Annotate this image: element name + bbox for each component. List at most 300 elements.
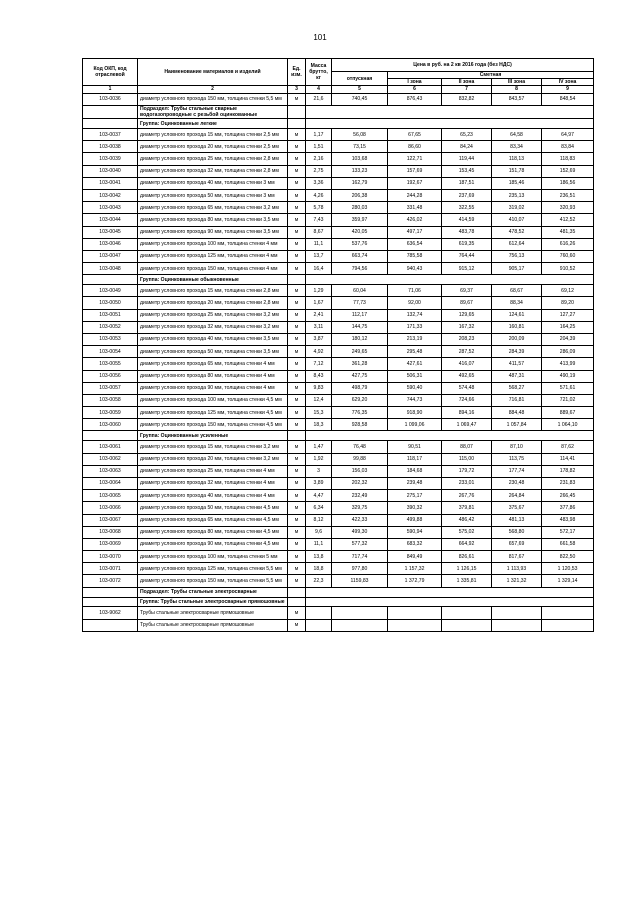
item-unit: м (288, 309, 306, 321)
price-zone2: 84,24 (442, 141, 492, 153)
item-unit: м (288, 93, 306, 105)
price-zone1: 331,48 (388, 202, 442, 214)
item-unit: м (288, 619, 306, 631)
item-mass: 3,87 (306, 333, 332, 345)
item-unit: м (288, 575, 306, 587)
price-zone4: 571,61 (542, 382, 594, 394)
price-zone1: 86,60 (388, 141, 442, 153)
price-zone2: 233,01 (442, 477, 492, 489)
item-mass: 6,34 (306, 502, 332, 514)
table-row (83, 575, 594, 587)
table-row (83, 477, 594, 489)
price-release: 776,35 (332, 407, 388, 419)
price-zone2 (442, 619, 492, 631)
price-zone3: 151,78 (492, 165, 542, 177)
price-zone1: 122,71 (388, 153, 442, 165)
item-mass: 4,47 (306, 490, 332, 502)
item-mass: 3,89 (306, 477, 332, 489)
price-zone1: 785,58 (388, 250, 442, 262)
price-zone3: 160,81 (492, 321, 542, 333)
price-zone2: 115,00 (442, 453, 492, 465)
price-zone1: 849,49 (388, 551, 442, 563)
subsection-row (83, 597, 594, 607)
price-release: 717,74 (332, 551, 388, 563)
item-mass: 13,8 (306, 551, 332, 563)
price-zone3: 319,02 (492, 202, 542, 214)
price-release: 629,20 (332, 394, 388, 406)
item-unit: м (288, 190, 306, 202)
price-zone4: 118,83 (542, 153, 594, 165)
price-zone3: 411,57 (492, 358, 542, 370)
item-unit: м (288, 538, 306, 550)
item-mass: 1,29 (306, 285, 332, 297)
table-row (83, 551, 594, 563)
price-zone1: 118,17 (388, 453, 442, 465)
price-zone3: 375,67 (492, 502, 542, 514)
price-zone1: 67,65 (388, 129, 442, 141)
item-name: диаметр условного прохода 80 мм, толщина стенки 4 мм (138, 370, 288, 382)
item-mass: 4,26 (306, 190, 332, 202)
table-body (83, 93, 594, 631)
table-row (83, 141, 594, 153)
price-zone4: 822,50 (542, 551, 594, 563)
price-zone3: 64,58 (492, 129, 542, 141)
header-zone2: II зона (442, 79, 492, 86)
price-zone1: 71,06 (388, 285, 442, 297)
price-zone1: 918,90 (388, 407, 442, 419)
price-zone2: 574,48 (442, 382, 492, 394)
price-zone1: 244,28 (388, 190, 442, 202)
item-unit: м (288, 382, 306, 394)
item-code: 103-0072 (83, 575, 138, 587)
item-unit: м (288, 358, 306, 370)
item-mass: 8,67 (306, 226, 332, 238)
table-row (83, 514, 594, 526)
price-zone2: 88,07 (442, 441, 492, 453)
item-mass: 8,43 (306, 370, 332, 382)
item-mass: 2,75 (306, 165, 332, 177)
price-zone2: 826,61 (442, 551, 492, 563)
price-zone3: 230,48 (492, 477, 542, 489)
item-code: 103-0051 (83, 309, 138, 321)
group-row (83, 119, 594, 129)
item-mass: 16,4 (306, 263, 332, 275)
table-row (83, 526, 594, 538)
table-row (83, 407, 594, 419)
item-unit: м (288, 250, 306, 262)
item-mass: 1,51 (306, 141, 332, 153)
item-name: диаметр условного прохода 15 мм, толщина стенки 2,8 мм (138, 285, 288, 297)
item-name: диаметр условного прохода 150 мм, толщина стенки 4 мм (138, 263, 288, 275)
col-number: 5 (332, 86, 388, 93)
price-release: 359,97 (332, 214, 388, 226)
item-unit: м (288, 502, 306, 514)
item-name: диаметр условного прохода 32 мм, толщина стенки 3,2 мм (138, 321, 288, 333)
price-release: 740,45 (332, 93, 388, 105)
price-zone1: 590,40 (388, 382, 442, 394)
price-zone2: 379,81 (442, 502, 492, 514)
price-zone3: 200,09 (492, 333, 542, 345)
col-number: 7 (442, 86, 492, 93)
header-mass: Масса брутто, кг (306, 59, 332, 86)
item-code: 103-0038 (83, 141, 138, 153)
table-row (83, 177, 594, 189)
table-row (83, 394, 594, 406)
price-zone2: 575,02 (442, 526, 492, 538)
price-zone1: 1 099,06 (388, 419, 442, 431)
price-zone3: 235,13 (492, 190, 542, 202)
price-zone2: 492,65 (442, 370, 492, 382)
item-mass: 1,67 (306, 297, 332, 309)
item-name: диаметр условного прохода 90 мм, толщина стенки 4 мм (138, 382, 288, 394)
item-code: 103-0040 (83, 165, 138, 177)
table-row (83, 502, 594, 514)
price-zone3: 843,57 (492, 93, 542, 105)
price-zone4: 89,20 (542, 297, 594, 309)
price-zone1: 390,32 (388, 502, 442, 514)
price-zone1: 590,94 (388, 526, 442, 538)
item-unit: м (288, 346, 306, 358)
item-unit: м (288, 477, 306, 489)
item-unit: м (288, 465, 306, 477)
item-code: 103-0062 (83, 453, 138, 465)
price-zone3: 612,64 (492, 238, 542, 250)
table-row (83, 129, 594, 141)
price-zone4: 661,58 (542, 538, 594, 550)
price-zone1: 744,73 (388, 394, 442, 406)
item-name: диаметр условного прохода 80 мм, толщина стенки 4,5 мм (138, 526, 288, 538)
item-name: диаметр условного прохода 80 мм, толщина стенки 3,5 мм (138, 214, 288, 226)
price-zone1: 497,17 (388, 226, 442, 238)
item-mass: 1,47 (306, 441, 332, 453)
item-name: диаметр условного прохода 25 мм, толщина стенки 3,2 мм (138, 309, 288, 321)
price-zone3: 568,80 (492, 526, 542, 538)
price-zone2: 764,44 (442, 250, 492, 262)
price-release: 794,56 (332, 263, 388, 275)
price-zone4: 412,52 (542, 214, 594, 226)
item-name: диаметр условного прохода 40 мм, толщина стенки 3 мм (138, 177, 288, 189)
price-release: 249,65 (332, 346, 388, 358)
price-zone2: 237,69 (442, 190, 492, 202)
item-mass: 3,36 (306, 177, 332, 189)
item-code: 103-9062 (83, 607, 138, 619)
price-zone3: 657,69 (492, 538, 542, 550)
price-release: 577,32 (332, 538, 388, 550)
price-zone2: 724,66 (442, 394, 492, 406)
price-release: 329,75 (332, 502, 388, 514)
item-name: диаметр условного прохода 150 мм, толщина стенки 5,5 мм (138, 575, 288, 587)
price-zone3: 113,75 (492, 453, 542, 465)
item-unit: м (288, 453, 306, 465)
subsection-title: Группа: Трубы стальные электросварные прямошовные (138, 597, 288, 607)
item-name: диаметр условного прохода 125 мм, толщина стенки 4 мм (138, 250, 288, 262)
price-zone4: 320,93 (542, 202, 594, 214)
item-unit: м (288, 141, 306, 153)
price-zone4: 889,67 (542, 407, 594, 419)
table-row (83, 263, 594, 275)
table-row (83, 370, 594, 382)
item-name: диаметр условного прохода 90 мм, толщина стенки 4,5 мм (138, 538, 288, 550)
item-name: диаметр условного прохода 25 мм, толщина стенки 2,8 мм (138, 153, 288, 165)
price-release: 977,80 (332, 563, 388, 575)
empty-cell (83, 431, 138, 441)
price-zone2: 416,07 (442, 358, 492, 370)
item-mass: 7,12 (306, 358, 332, 370)
item-code: 103-0065 (83, 490, 138, 502)
price-zone2: 89,67 (442, 297, 492, 309)
price-zone2: 179,72 (442, 465, 492, 477)
table-row (83, 441, 594, 453)
item-code: 103-0066 (83, 502, 138, 514)
col-number: 1 (83, 86, 138, 93)
item-name: Трубы стальные электросварные прямошовные (138, 607, 288, 619)
item-mass: 3,11 (306, 321, 332, 333)
item-code: 103-0055 (83, 358, 138, 370)
table-row (83, 250, 594, 262)
page-number: 101 (313, 33, 327, 42)
item-code: 103-0047 (83, 250, 138, 262)
price-zone3: 118,13 (492, 153, 542, 165)
table-row (83, 453, 594, 465)
header-code: Код ОКП, код отраслевой (83, 59, 138, 86)
price-zone3: 1 113,93 (492, 563, 542, 575)
group-title: Группа: Оцинкованные легкие (138, 119, 288, 129)
price-zone1: 171,33 (388, 321, 442, 333)
price-zone3 (492, 619, 542, 631)
subsection-title: Подраздел: Трубы стальные сварные водогазопроводные с резьбой оцинкованные (138, 105, 288, 118)
item-name: диаметр условного прохода 32 мм, толщина стенки 4 мм (138, 477, 288, 489)
price-zone4: 1 329,14 (542, 575, 594, 587)
item-code: 103-0059 (83, 407, 138, 419)
price-zone1: 636,54 (388, 238, 442, 250)
price-zone2: 664,92 (442, 538, 492, 550)
price-zone4: 236,51 (542, 190, 594, 202)
item-code: 103-0042 (83, 190, 138, 202)
price-release: 162,79 (332, 177, 388, 189)
item-mass: 18,3 (306, 419, 332, 431)
empty-cell (288, 587, 306, 597)
price-zone3: 905,17 (492, 263, 542, 275)
item-unit: м (288, 297, 306, 309)
item-name: диаметр условного прохода 40 мм, толщина стенки 4 мм (138, 490, 288, 502)
price-zone4: 286,09 (542, 346, 594, 358)
header-price-title: Цена в руб. на 2 кв 2016 года (без НДС) (332, 59, 594, 72)
item-mass: 9,6 (306, 526, 332, 538)
item-unit: м (288, 394, 306, 406)
item-name: диаметр условного прохода 65 мм, толщина стенки 4,5 мм (138, 514, 288, 526)
price-zone1: 683,32 (388, 538, 442, 550)
price-zone1: 239,48 (388, 477, 442, 489)
price-release (332, 619, 388, 631)
price-zone4: 204,39 (542, 333, 594, 345)
item-mass: 15,3 (306, 407, 332, 419)
item-mass: 1,92 (306, 453, 332, 465)
price-zone2: 483,78 (442, 226, 492, 238)
table-row (83, 238, 594, 250)
empty-cell (83, 587, 138, 597)
price-zone3: 884,48 (492, 407, 542, 419)
group-title: Группа: Оцинкованные усиленные (138, 431, 288, 441)
price-zone3: 83,34 (492, 141, 542, 153)
item-name: диаметр условного прохода 125 мм, толщина стенки 5,5 мм (138, 563, 288, 575)
item-unit: м (288, 514, 306, 526)
price-zone2: 894,16 (442, 407, 492, 419)
price-release: 427,75 (332, 370, 388, 382)
price-zone4: 572,17 (542, 526, 594, 538)
price-release: 180,12 (332, 333, 388, 345)
price-zone3: 478,52 (492, 226, 542, 238)
empty-cell (306, 597, 594, 607)
price-zone3: 124,61 (492, 309, 542, 321)
table-row (83, 490, 594, 502)
empty-cell (306, 275, 594, 285)
item-code: 103-0067 (83, 514, 138, 526)
price-zone2: 1 126,15 (442, 563, 492, 575)
table-row (83, 309, 594, 321)
price-zone2: 486,42 (442, 514, 492, 526)
item-mass: 9,83 (306, 382, 332, 394)
price-zone3: 410,07 (492, 214, 542, 226)
item-unit: м (288, 526, 306, 538)
table-row (83, 297, 594, 309)
price-zone1: 940,43 (388, 263, 442, 275)
price-zone2 (442, 607, 492, 619)
price-zone1: 295,48 (388, 346, 442, 358)
table-row (83, 226, 594, 238)
table-row (83, 563, 594, 575)
col-number: 6 (388, 86, 442, 93)
item-mass: 11,1 (306, 238, 332, 250)
col-number: 9 (542, 86, 594, 93)
table-row (83, 333, 594, 345)
price-release: 498,79 (332, 382, 388, 394)
item-unit: м (288, 419, 306, 431)
price-table (82, 58, 594, 632)
price-release: 144,75 (332, 321, 388, 333)
item-code: 103-0037 (83, 129, 138, 141)
item-name: диаметр условного прохода 50 мм, толщина стенки 3 мм (138, 190, 288, 202)
item-unit: м (288, 238, 306, 250)
table-row (83, 619, 594, 631)
item-unit: м (288, 165, 306, 177)
price-zone2: 153,45 (442, 165, 492, 177)
item-unit: м (288, 551, 306, 563)
item-name: Трубы стальные электросварные прямошовные (138, 619, 288, 631)
item-unit: м (288, 263, 306, 275)
item-code: 103-0048 (83, 263, 138, 275)
col-number: 4 (306, 86, 332, 93)
subsection-title: Подраздел: Трубы стальные электросварные (138, 587, 288, 597)
table-row (83, 321, 594, 333)
item-mass: 8,12 (306, 514, 332, 526)
empty-cell (306, 587, 594, 597)
price-zone2: 1 069,47 (442, 419, 492, 431)
price-zone4: 848,54 (542, 93, 594, 105)
price-zone1: 427,61 (388, 358, 442, 370)
item-mass: 2,41 (306, 309, 332, 321)
price-zone3: 185,46 (492, 177, 542, 189)
table-row (83, 346, 594, 358)
price-zone4: 1 064,10 (542, 419, 594, 431)
item-code: 103-0064 (83, 477, 138, 489)
price-zone1: 192,67 (388, 177, 442, 189)
item-mass: 21,6 (306, 93, 332, 105)
item-code: 103-0046 (83, 238, 138, 250)
price-zone4: 413,99 (542, 358, 594, 370)
price-zone1: 1 372,79 (388, 575, 442, 587)
table-row (83, 153, 594, 165)
header-zone1: I зона (388, 79, 442, 86)
group-title: Группа: Оцинкованные обыкновенные (138, 275, 288, 285)
price-zone4: 910,52 (542, 263, 594, 275)
item-code: 103-0058 (83, 394, 138, 406)
item-mass: 18,8 (306, 563, 332, 575)
empty-cell (288, 597, 306, 607)
item-unit: м (288, 153, 306, 165)
price-zone3: 568,27 (492, 382, 542, 394)
item-name: диаметр условного прохода 50 мм, толщина стенки 3,5 мм (138, 346, 288, 358)
price-zone3: 481,13 (492, 514, 542, 526)
price-zone1: 92,00 (388, 297, 442, 309)
price-zone4: 490,19 (542, 370, 594, 382)
empty-cell (83, 105, 138, 118)
price-zone2: 65,23 (442, 129, 492, 141)
item-name: диаметр условного прохода 50 мм, толщина стенки 4,5 мм (138, 502, 288, 514)
price-zone3: 87,10 (492, 441, 542, 453)
price-zone3 (492, 607, 542, 619)
item-unit: м (288, 607, 306, 619)
price-zone4: 127,27 (542, 309, 594, 321)
item-name: диаметр условного прохода 15 мм, толщина стенки 2,5 мм (138, 129, 288, 141)
price-release: 77,73 (332, 297, 388, 309)
price-zone4: 481,35 (542, 226, 594, 238)
item-mass (306, 607, 332, 619)
item-code: 103-0052 (83, 321, 138, 333)
price-zone2: 619,35 (442, 238, 492, 250)
item-mass: 5,78 (306, 202, 332, 214)
table-row (83, 202, 594, 214)
price-zone3: 264,84 (492, 490, 542, 502)
table-row (83, 465, 594, 477)
price-zone2: 129,65 (442, 309, 492, 321)
item-mass: 22,3 (306, 575, 332, 587)
item-name: диаметр условного прохода 20 мм, толщина стенки 3,2 мм (138, 453, 288, 465)
empty-cell (288, 431, 306, 441)
price-zone4: 616,26 (542, 238, 594, 250)
item-unit: м (288, 563, 306, 575)
price-release: 99,88 (332, 453, 388, 465)
price-release: 232,49 (332, 490, 388, 502)
item-unit: м (288, 285, 306, 297)
item-unit: м (288, 441, 306, 453)
item-unit: м (288, 407, 306, 419)
price-zone4: 1 120,53 (542, 563, 594, 575)
item-mass: 12,4 (306, 394, 332, 406)
item-code: 103-0057 (83, 382, 138, 394)
empty-cell (83, 275, 138, 285)
subsection-row (83, 105, 594, 118)
item-name: диаметр условного прохода 65 мм, толщина стенки 4 мм (138, 358, 288, 370)
item-name: диаметр условного прохода 25 мм, толщина стенки 4 мм (138, 465, 288, 477)
price-release: 202,32 (332, 477, 388, 489)
price-zone4: 231,83 (542, 477, 594, 489)
price-zone3: 1 321,32 (492, 575, 542, 587)
table-row (83, 358, 594, 370)
empty-cell (83, 597, 138, 607)
empty-cell (288, 119, 306, 129)
price-zone2: 187,51 (442, 177, 492, 189)
price-release: 103,68 (332, 153, 388, 165)
